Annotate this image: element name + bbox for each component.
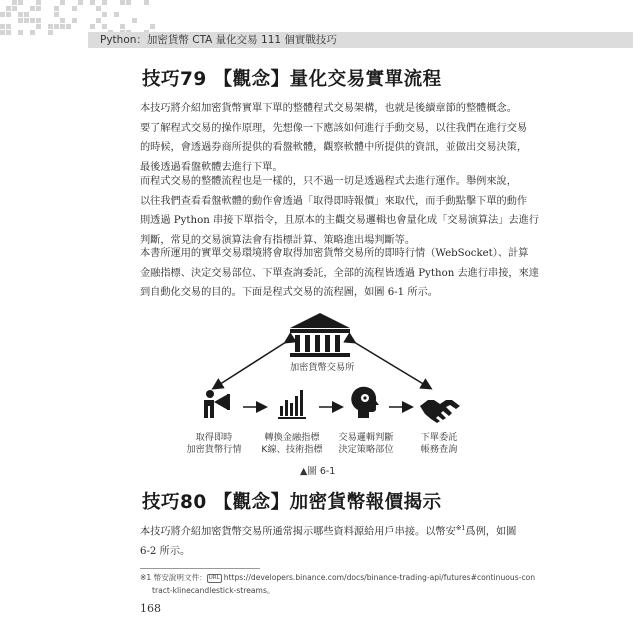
- step-label-4: [408, 432, 470, 456]
- pixel-square: [54, 6, 59, 11]
- step-label-line: 決定策略部位: [338, 444, 394, 455]
- pixel-square: [60, 18, 65, 23]
- pixel-square: [0, 24, 5, 29]
- pixel-square: [30, 18, 35, 23]
- footnote: [140, 571, 536, 597]
- exchange-label: 加密貨幣交易所: [290, 362, 355, 373]
- step-label-2: [256, 432, 328, 456]
- paragraph-line: 的時候，會透過券商所提供的看盤軟體，觀察軟體中所提供的資訊，並做出交易決策，: [140, 142, 528, 153]
- pixel-square: [120, 24, 125, 29]
- step-label-line: 交易邏輯判斷: [338, 432, 394, 443]
- bar-chart-icon: [278, 390, 306, 419]
- pixel-square: [12, 0, 17, 5]
- pixel-square: [18, 12, 23, 17]
- pixel-square: [90, 24, 95, 29]
- pixel-square: [36, 24, 41, 29]
- pixel-square: [78, 0, 83, 5]
- step-label-3: [330, 432, 402, 456]
- bank-icon: [290, 313, 350, 357]
- pixel-square: [6, 30, 11, 35]
- paragraph-line: 金融指標、決定交易部位、下單查詢委託，全部的流程皆透過 Python 去進行串接，來達: [140, 267, 539, 279]
- brain-gear-icon: [351, 387, 379, 418]
- pixel-square: [102, 0, 107, 5]
- step-label-line: 轉換金融指標: [264, 432, 320, 443]
- pixel-square: [18, 18, 23, 23]
- footnote-line: [140, 571, 536, 584]
- paragraph-2: [140, 172, 539, 250]
- pixel-square: [48, 30, 53, 35]
- step-label-line: K線、技術指標: [261, 444, 323, 455]
- pixel-square: [72, 18, 77, 23]
- paragraph-line: 6-2 所示。: [140, 545, 191, 557]
- pixel-square: [30, 30, 35, 35]
- footnote-url-link[interactable]: https://developers.binance.com/docs/binance-trading-api/futures#continuous-con: [223, 573, 536, 582]
- pixel-square: [24, 18, 29, 23]
- pixel-square: [126, 0, 131, 5]
- footnote-divider: [140, 568, 260, 569]
- pixel-square: [120, 0, 125, 5]
- url-icon: URL: [208, 575, 220, 581]
- right-diagonal-arrow: [354, 342, 430, 388]
- step-label-line: 加密貨幣行情: [186, 444, 242, 455]
- paragraph-line: 要了解程式交易的操作原理，先想像一下應該如何進行手動交易，以往我們在進行交易: [140, 122, 528, 134]
- pixel-square: [90, 0, 95, 5]
- pixel-square: [0, 30, 5, 35]
- pixel-square: [54, 12, 59, 17]
- pixel-square: [144, 0, 149, 5]
- pixel-square: [60, 0, 65, 5]
- paragraph-line: 以往我們查看看盤軟體的動作會透過「取得即時報價」來取代，而手動點擊下單的動作: [140, 195, 528, 207]
- pixel-square: [6, 12, 11, 17]
- pixel-square: [36, 18, 41, 23]
- paragraph-line: 最後透過看盤軟體去進行下單。: [140, 161, 283, 173]
- paragraph-line: 而程式交易的整體流程也是一樣的，只不過一切是透過程式去進行運作。舉例來說，: [140, 176, 517, 187]
- pixel-square: [18, 30, 23, 35]
- footnote-marker: ※1: [140, 573, 152, 582]
- step-label-line: 下單委託: [420, 432, 458, 443]
- handshake-icon: [420, 400, 460, 423]
- pixel-square: [150, 24, 155, 29]
- running-header-title: Python：加密貨幣 CTA 量化交易 111 個實戰技巧: [100, 34, 337, 46]
- left-diagonal-arrow: [214, 342, 286, 388]
- section-title-tip-80: 技巧80 【觀念】加密貨幣報價揭示: [142, 492, 442, 513]
- pixel-square: [66, 24, 71, 29]
- pixel-square: [102, 12, 107, 17]
- paragraph-line: 到自動化交易的目的。下面是程式交易的流程圖，如圖 6-1 所示。: [140, 287, 438, 298]
- paragraph-line: 判斷，常見的交易演算法會有指標計算、策略進出場判斷等。: [140, 234, 416, 246]
- footnote-label: 幣安說明文件：: [153, 573, 207, 582]
- section-title-tip-79: 技巧79 【觀念】量化交易實單流程: [142, 69, 442, 90]
- paragraph-4: [140, 519, 517, 561]
- pixel-square: [24, 12, 29, 17]
- step-label-line: 取得即時: [195, 432, 233, 443]
- pixel-square: [36, 0, 41, 5]
- paragraph-line: 本技巧將介紹加密貨幣實單下單的整體程式交易架構，也就是後續章節的整體概念。: [140, 103, 517, 114]
- pixel-square: [18, 0, 23, 5]
- megaphone-icon: [204, 390, 230, 418]
- pixel-square: [72, 6, 77, 11]
- pixel-square: [0, 12, 5, 17]
- page-number: 168: [140, 602, 161, 615]
- pixel-square: [96, 18, 101, 23]
- pixel-square: [48, 24, 53, 29]
- pixel-square: [36, 6, 41, 11]
- paragraph-3: [140, 244, 539, 303]
- pixel-square: [96, 6, 101, 11]
- footnote-reference[interactable]: ※1: [455, 524, 466, 532]
- pixel-square: [12, 6, 17, 11]
- pixel-square: [132, 18, 137, 23]
- decorative-pixel-pattern: [0, 0, 160, 34]
- step-label-line: 帳務查詢: [420, 444, 458, 455]
- trading-flow-diagram: [140, 306, 500, 476]
- paragraph-line: 則透過 Python 串接下單指令，且原本的主觀交易邏輯也會量化成「交易演算法」去進行: [140, 215, 539, 226]
- footnote-url-continued[interactable]: tract-klinecandlestick-streams。: [152, 586, 275, 595]
- pixel-square: [102, 24, 107, 29]
- pixel-square: [30, 6, 35, 11]
- pixel-square: [54, 24, 59, 29]
- paragraph-text: 爲例，如圖: [465, 526, 517, 538]
- pixel-square: [6, 24, 11, 29]
- paragraph-line: 本書所運用的實單交易環境將會取得加密貨幣交易所的即時行情（WebSocket）、計算: [140, 248, 529, 259]
- pixel-square: [6, 6, 11, 11]
- pixel-square: [114, 12, 119, 17]
- pixel-square: [60, 24, 65, 29]
- paragraph-line: [140, 519, 517, 542]
- step-label-1: [180, 432, 248, 456]
- paragraph-text: 本技巧將介紹加密貨幣交易所通常揭示哪些資料源給用戶串接。以幣安: [140, 526, 456, 538]
- paragraph-1: [140, 99, 528, 177]
- figure-caption: ▲圖 6-1: [300, 466, 336, 477]
